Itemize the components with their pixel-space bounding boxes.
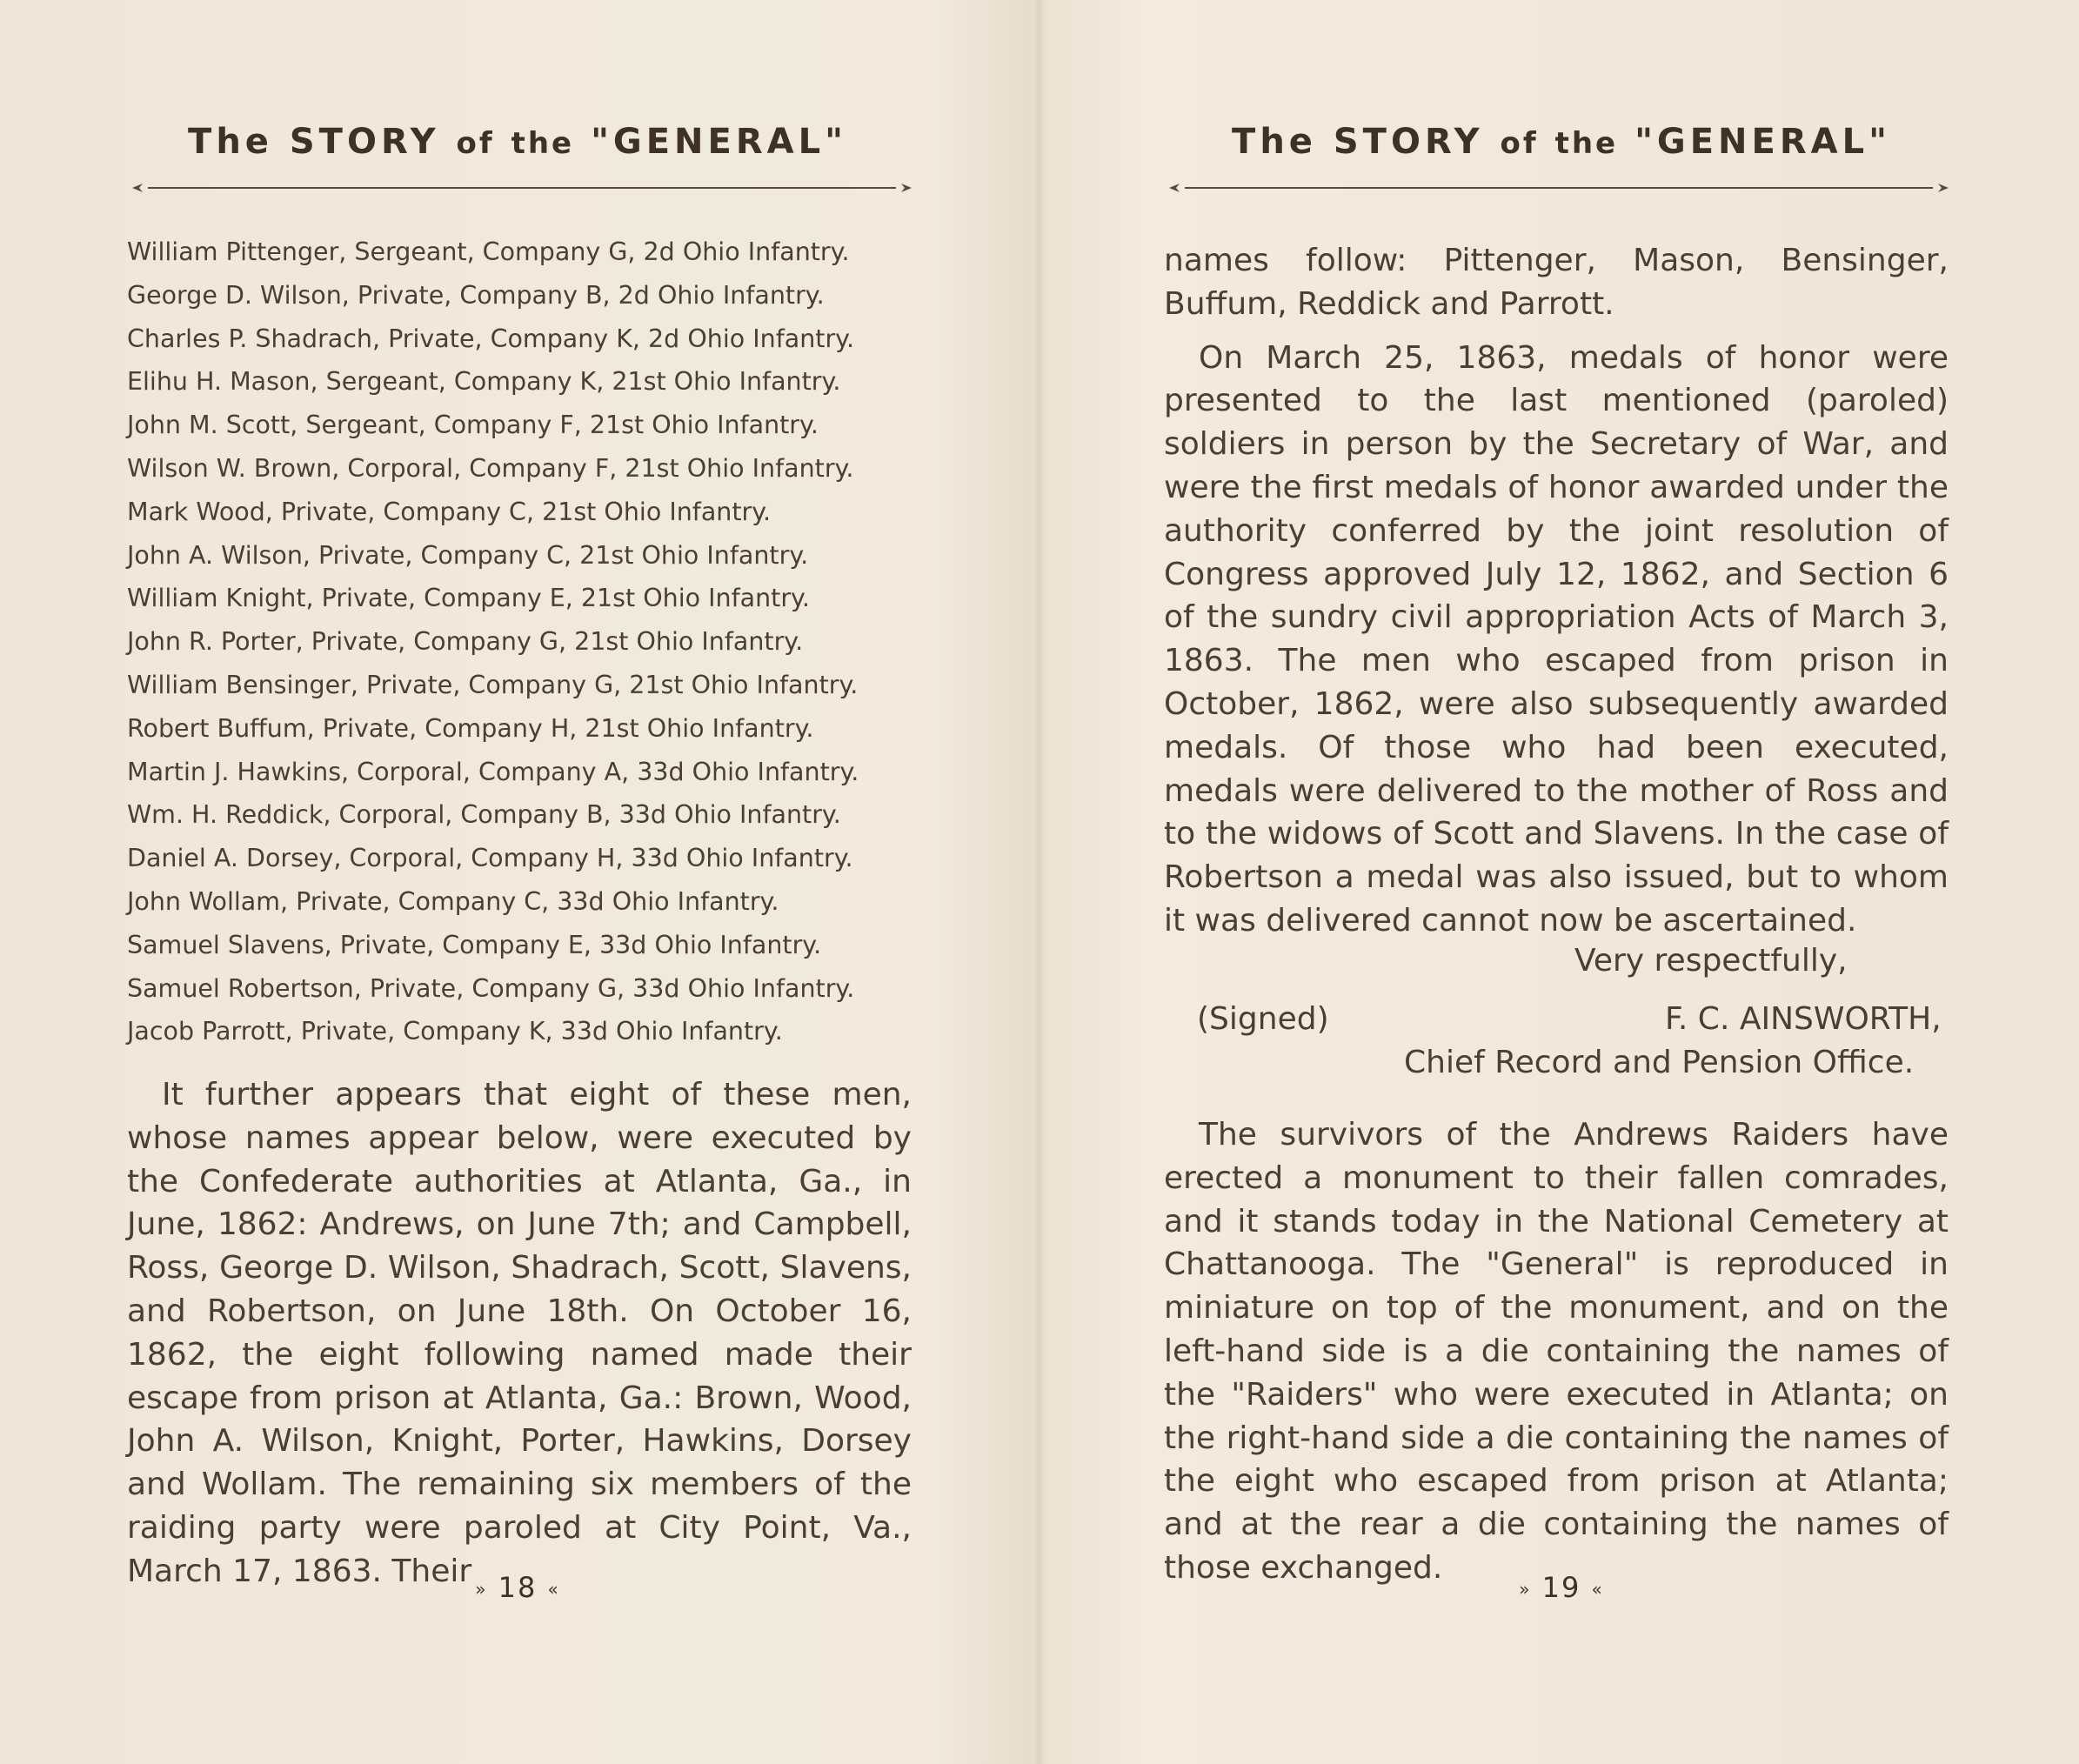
page-number	[1044, 1571, 2079, 1604]
roster-entry: John Wollam, Private, Company C, 33d Ohio Infantry.	[127, 886, 779, 916]
header-story: STORY	[289, 122, 440, 162]
monument-paragraph: The survivors of the Andrews Raiders have erected a monument to their fallen comrades, and it stands today in the National Cemetery at Chattanooga. The "General" is reproduced in miniature on top of the monument, and on the left-hand side is a die containing the names of the "Raiders" who were executed in Atlanta; on the right-hand side a die containing the names of the eight who escaped from prison at Atlanta; and at the rear a die containing the names of those exchanged.	[1164, 1117, 1949, 1586]
roster-entry: William Knight, Private, Company E, 21st Ohio Infantry.	[127, 584, 810, 613]
folio-ornament-left: »	[475, 1579, 488, 1600]
header-of: of	[456, 126, 495, 161]
signatory-name: F. C. AINSWORTH,	[1665, 1001, 1942, 1037]
header-of: of	[1500, 126, 1539, 161]
folio-ornament-right: «	[1591, 1579, 1604, 1600]
roster-entry: Wm. H. Reddick, Corporal, Company B, 33d Ohio Infantry.	[127, 800, 841, 830]
running-header	[1044, 122, 2079, 162]
header-the: The	[188, 122, 273, 162]
header-the2: the	[1554, 126, 1619, 161]
valediction: Very respectfully,	[1574, 943, 1848, 979]
left-page	[0, 0, 1035, 1764]
right-body	[1164, 239, 1949, 943]
roster-entry: Samuel Slavens, Private, Company E, 33d Ohio Infantry.	[127, 930, 822, 959]
page-number-value: 18	[498, 1571, 538, 1604]
header-rule	[130, 183, 913, 193]
page-number-value: 19	[1541, 1571, 1581, 1604]
roster-entry: Robert Buffum, Private, Company H, 21st Ohio Infantry.	[127, 713, 814, 743]
page-number	[0, 1571, 1035, 1604]
folio-ornament-left: »	[1519, 1579, 1532, 1600]
roster-entry: John A. Wilson, Private, Company C, 21st Ohio Infantry.	[127, 540, 809, 570]
roster-entry: John M. Scott, Sergeant, Company F, 21st Ohio Infantry.	[127, 411, 819, 440]
roster-entry: William Pittenger, Sergeant, Company G, 2d Ohio Infantry.	[127, 237, 850, 266]
roster-entry: Charles P. Shadrach, Private, Company K, 2d Ohio Infantry.	[127, 324, 855, 353]
header-the: The	[1232, 122, 1317, 162]
continuation-paragraph: names follow: Pittenger, Mason, Bensinger, Buffum, Reddick and Parrott.	[1164, 243, 1949, 322]
roster-entry: John R. Porter, Private, Company G, 21st Ohio Infantry.	[127, 627, 804, 657]
roster-entry: Elihu H. Mason, Sergeant, Company K, 21st Ohio Infantry.	[127, 367, 841, 397]
roster-entry: George D. Wilson, Private, Company B, 2d Ohio Infantry.	[127, 280, 825, 310]
roster-entry: Daniel A. Dorsey, Corporal, Company H, 33d Ohio Infantry.	[127, 844, 853, 873]
medals-paragraph: On March 25, 1863, medals of honor were presented to the last mentioned (paroled) soldiers in person by the Secretary of War, and were the first medals of honor awarded under the authority conferred by the joint resolution of Congress approved July 12, 1862, and Section 6 of the sundry civil appropriation Acts of March 3, 1863. The men who escaped from prison in October, 1862, were also subsequently awarded medals. Of those who had been executed, medals were delivered to the mother of Ross and to the widows of Scott and Slavens. In the case of Robertson a medal was also issued, but to whom it was delivered cannot now be ascertained.	[1164, 339, 1949, 939]
body-paragraph: It further appears that eight of these men, whose names appear below, were executed by the Confederate authorities at Atlanta, Ga., in June, 1862: Andrews, on June 7th; and Campbell, Ross, George D. Wilson, Shadrach, Scott, Slavens, and Robertson, on June 18th. On October 16, 1862, the eight following named made their escape from prison at Atlanta, Ga.: Brown, Wood, John A. Wilson, Knight, Porter, Hawkins, Dorsey and Wollam. The remaining six members of the raiding party were paroled at City Point, Va., March 17, 1863. Their	[127, 1077, 912, 1589]
running-header	[0, 122, 1035, 162]
header-title: "GENERAL"	[1634, 122, 1891, 162]
header-story: STORY	[1333, 122, 1484, 162]
roster-entry: Martin J. Hawkins, Corporal, Company A, 33d Ohio Infantry.	[127, 757, 859, 786]
raider-roster	[127, 231, 927, 1053]
header-the2: the	[511, 126, 575, 161]
roster-entry: William Bensinger, Private, Company G, 21st Ohio Infantry.	[127, 670, 859, 699]
signed-label: (Signed)	[1197, 1001, 1329, 1037]
roster-entry: Wilson W. Brown, Corporal, Company F, 21st Ohio Infantry.	[127, 453, 854, 483]
signatory-office: Chief Record and Pension Office.	[1404, 1045, 1915, 1080]
roster-entry: Mark Wood, Private, Company C, 21st Ohio Infantry.	[127, 497, 772, 526]
folio-ornament-right: «	[547, 1579, 560, 1600]
roster-entry: Samuel Robertson, Private, Company G, 33d Ohio Infantry.	[127, 973, 855, 1003]
header-rule	[1167, 183, 1950, 193]
header-title: "GENERAL"	[591, 122, 847, 162]
roster-entry: Jacob Parrott, Private, Company K, 33d Ohio Infantry.	[127, 1017, 783, 1046]
right-page	[1044, 0, 2079, 1764]
